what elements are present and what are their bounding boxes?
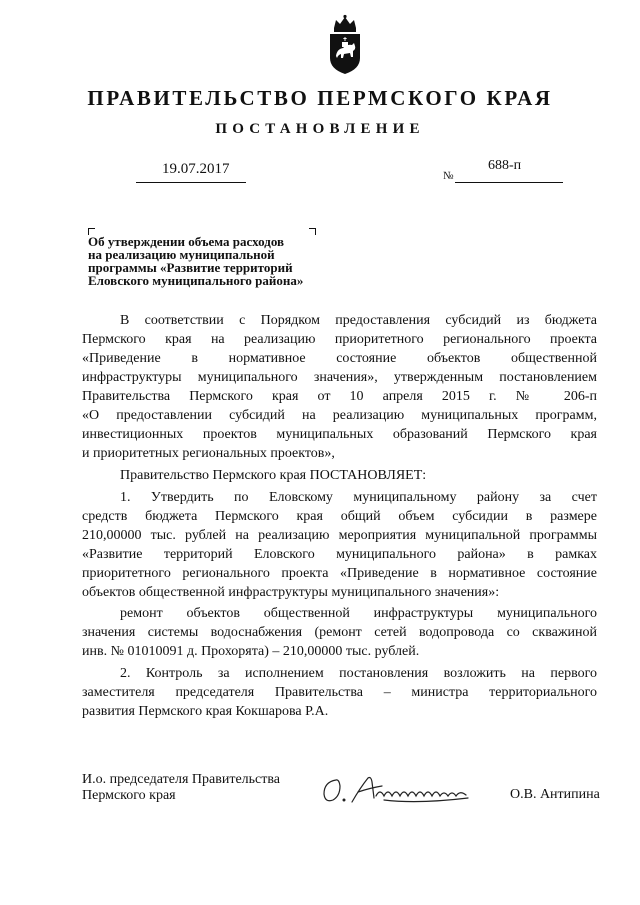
signatory-name: О.В. Антипина xyxy=(510,787,600,802)
body-line-item-1: 1. Утвердить по Еловскому муниципальному району за счет xyxy=(120,490,597,505)
body-line: развития Пермского края Кокшарова Р.А. xyxy=(82,704,329,719)
number-sign: № xyxy=(443,170,454,182)
body-line: приоритетного регионального проекта «Приведение в нормативное состояние xyxy=(82,566,597,581)
body-line-item-2: 2. Контроль за исполнением постановления возложить на первого xyxy=(120,666,597,681)
body-line: инв. № 01010091 д. Прохорята) – 210,00000 тыс. рублей. xyxy=(82,644,420,659)
body-line: и приоритетных региональных проектов», xyxy=(82,446,335,461)
body-line: объектов общественной инфраструктуры муниципального значения»: xyxy=(82,585,500,600)
body-line: Пермского края на реализацию приоритетного регионального проекта xyxy=(82,332,597,347)
signatory-position xyxy=(82,772,280,804)
coat-of-arms-icon xyxy=(325,14,365,76)
document-subject xyxy=(88,235,303,287)
body-line: инфраструктуры муниципального значения», утвержденным постановлением xyxy=(82,370,597,385)
document-date: 19.07.2017 xyxy=(162,161,230,177)
body-line: заместителя председателя Правительства – министра территориального xyxy=(82,685,597,700)
body-line: «О предоставлении субсидий на реализацию муниципальных программ, xyxy=(82,408,597,423)
body-line: В соответствии с Порядком предоставления субсидий из бюджета xyxy=(120,313,597,328)
handwritten-signature xyxy=(318,770,490,810)
body-line: инвестиционных проектов муниципальных образований Пермского края xyxy=(82,427,597,442)
body-line: «Приведение в нормативное состояние объектов общественной xyxy=(82,351,597,366)
body-line-resolve: Правительство Пермского края ПОСТАНОВЛЯЕТ: xyxy=(120,468,427,483)
subject-line: программы «Развитие территорий xyxy=(88,260,293,275)
body-line: 210,00000 тыс. рублей на реализацию мероприятия муниципальной программы xyxy=(82,528,597,543)
subject-corner-right xyxy=(309,228,316,235)
body-line: «Развитие территорий Еловского муниципального района» в рамках xyxy=(82,547,597,562)
signatory-position-line: И.о. председателя Правительства xyxy=(82,772,281,787)
body-line: Правительства Пермского края от 10 апреля 2015 г. № 206-п xyxy=(82,389,597,404)
document-type: ПОСТАНОВЛЕНИЕ xyxy=(215,121,425,137)
document-number: 688-п xyxy=(488,158,522,173)
body-line: значения системы водоснабжения (ремонт сетей водопровода со скважиной xyxy=(82,625,597,640)
subject-line: Еловского муниципального района» xyxy=(88,273,304,288)
subject-line: Об утверждении объема расходов xyxy=(88,234,285,249)
signatory-position-line: Пермского края xyxy=(82,788,176,803)
body-line: ремонт объектов общественной инфраструктуры муниципального xyxy=(120,606,597,621)
government-title: ПРАВИТЕЛЬСТВО ПЕРМСКОГО КРАЯ xyxy=(87,86,553,110)
body-line: средств бюджета Пермского края общий объем субсидии в размере xyxy=(82,509,597,524)
subject-line: на реализацию муниципальной xyxy=(88,247,275,262)
